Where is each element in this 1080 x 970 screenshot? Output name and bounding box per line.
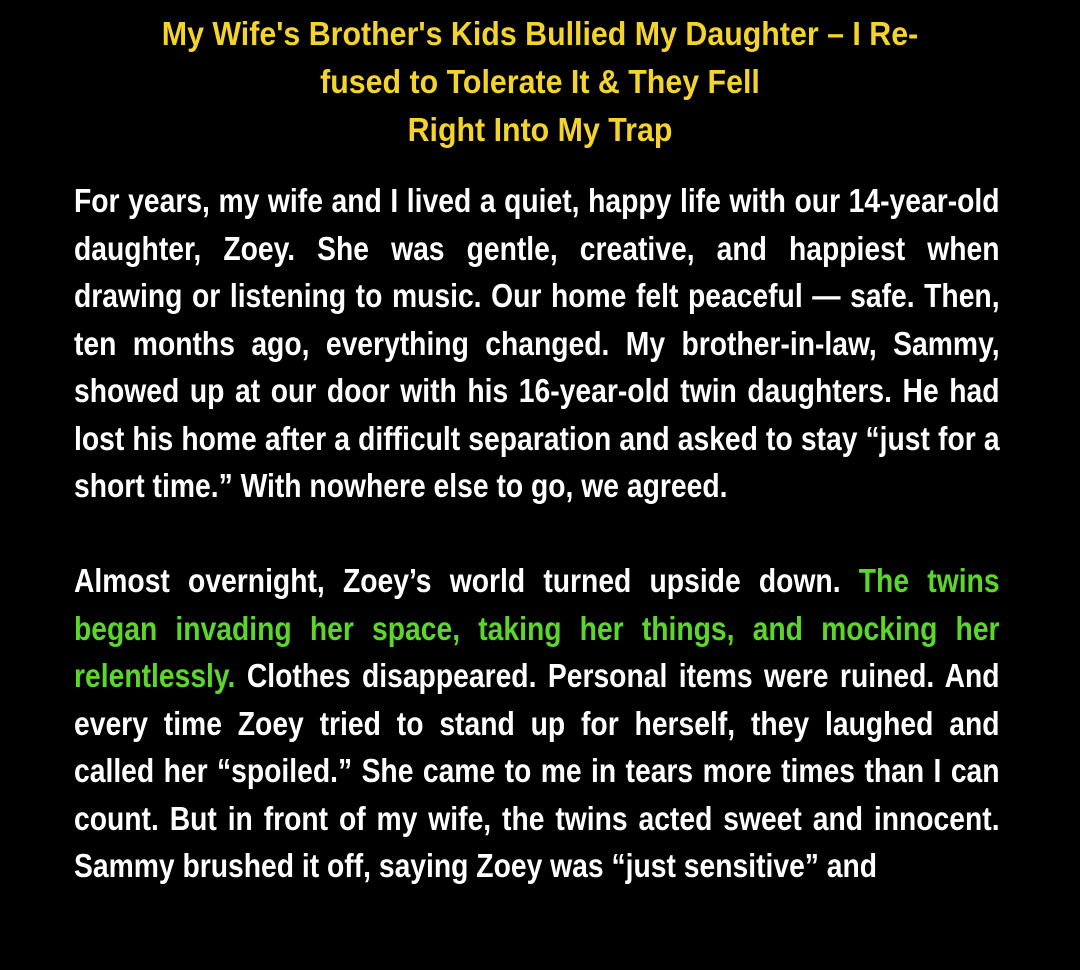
- title-line-1: My Wife's Brother's Kids Bullied My Daughter – I Re-: [161, 15, 919, 52]
- title-line-2: fused to Tolerate It & They Fell: [320, 63, 760, 100]
- article-body: [74, 177, 1000, 890]
- article-title: [80, 10, 1000, 154]
- paragraph-2: [74, 557, 1000, 890]
- highlighted-sentence: The twins began invading her space, taking her things, and mocking her relentlessly.: [74, 562, 1000, 694]
- title-line-3: Right Into My Trap: [407, 111, 673, 148]
- paragraph-2-lead: Almost overnight, Zoey’s world turned upside down.: [74, 562, 859, 599]
- paragraph-1: For years, my wife and I lived a quiet, happy life with our 14-year-old daughter, Zoey. She was gentle, creative, and happiest when drawing or listening to music. Our home felt peaceful — safe. Then, ten months ago, everything changed. My brother-in-law, Sammy, showed up at our door with his 16-year-old twin daughters. He had lost his home after a difficult separation and asked to stay “just for a short time.” With nowhere else to go, we agreed.: [74, 182, 1000, 504]
- paragraph-2-rest: Clothes disappeared. Personal items were ruined. And every time Zoey tried to stand up for herself, they laughed and called her “spoiled.” She came to me in tears more times than I can count. But in front of my wife, the twins acted sweet and innocent. Sammy brushed it off, saying Zoey was “just sensitive” and: [74, 657, 1000, 884]
